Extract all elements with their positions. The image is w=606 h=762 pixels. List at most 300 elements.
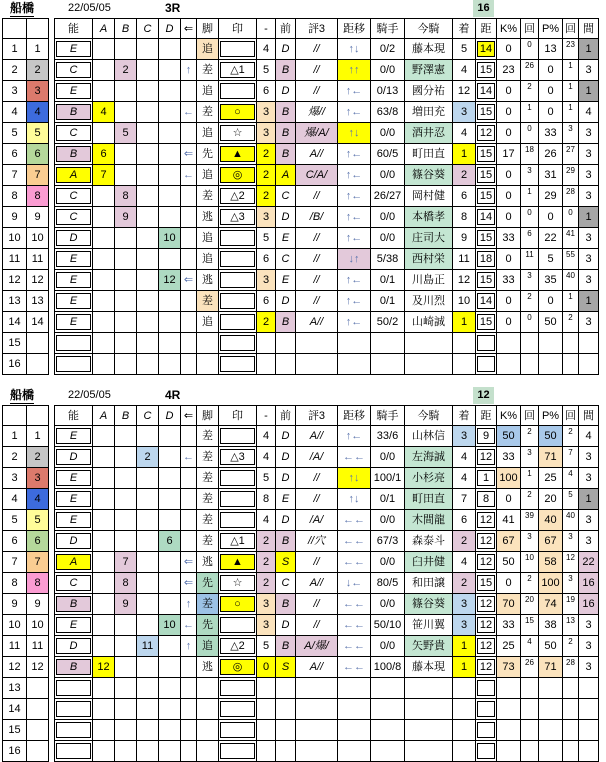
cell-k-pct: 25: [497, 636, 521, 657]
cell-col-a: [93, 186, 115, 207]
cell-k-count: 10: [521, 552, 539, 573]
cell-arrow: [181, 207, 197, 228]
cell-k-count: 2: [521, 489, 539, 510]
cell-prev: B: [276, 636, 296, 657]
cell-dash: 5: [257, 636, 276, 657]
cell-p-pct: 0: [539, 81, 563, 102]
cell-p-pct: 22: [539, 228, 563, 249]
cell-col-a: [93, 489, 115, 510]
cell-prev: A: [276, 165, 296, 186]
cell-p-count: 40: [563, 270, 579, 291]
cell-leg-style: 追: [197, 312, 219, 333]
cell-prev: B: [276, 312, 296, 333]
cell-k-pct: [497, 699, 521, 720]
cell-ability: D: [55, 636, 93, 657]
cell-mark: [219, 333, 257, 354]
cell-dist: 12: [476, 447, 497, 468]
cell-today-jockey: [405, 699, 453, 720]
cell-dist: 12: [476, 531, 497, 552]
cell-leg-style: [197, 678, 219, 699]
cell-p-count: 2: [563, 312, 579, 333]
cell-mark: [219, 249, 257, 270]
table-row: [3, 573, 599, 594]
cell-mark: △3: [219, 447, 257, 468]
cell-k-pct: [497, 333, 521, 354]
cell-horse-number: 5: [27, 510, 49, 531]
cell-prev: [276, 720, 296, 741]
cell-jockey: 33/6: [371, 426, 405, 447]
cell-dist: 14: [476, 291, 497, 312]
cell-interval: 22: [579, 552, 599, 573]
cell-leg-style: 差: [197, 594, 219, 615]
col-header-eval3: 評3: [296, 406, 338, 426]
cell-jockey: [371, 741, 405, 762]
cell-jockey: 0/0: [371, 207, 405, 228]
cell-p-count: 1: [563, 60, 579, 81]
cell-p-count: 55: [563, 249, 579, 270]
col-header-dash: -: [257, 19, 276, 39]
cell-prev: C: [276, 573, 296, 594]
cell-ability: E: [55, 426, 93, 447]
cell-p-pct: 25: [539, 468, 563, 489]
cell-today-jockey: 森泰斗: [405, 531, 453, 552]
cell-col-c: [137, 354, 159, 375]
cell-today-jockey: 篠谷葵: [405, 594, 453, 615]
cell-ability: A: [55, 165, 93, 186]
cell-dist: 15: [476, 228, 497, 249]
cell-col-d: [159, 123, 181, 144]
cell-k-count: 3: [521, 447, 539, 468]
cell-k-count: 0: [521, 312, 539, 333]
cell-k-count: 15: [521, 615, 539, 636]
col-header-finish: 着: [453, 406, 476, 426]
cell-k-pct: 17: [497, 144, 521, 165]
cell-today-jockey: 増田充: [405, 102, 453, 123]
cell-dist: 15: [476, 186, 497, 207]
cell-ability: E: [55, 249, 93, 270]
cell-dist-move: ↓←: [338, 573, 371, 594]
cell-jockey: 0/0: [371, 636, 405, 657]
cell-mark: [219, 489, 257, 510]
cell-leg-style: 追: [197, 81, 219, 102]
table-row: [3, 594, 599, 615]
cell-k-count: 18: [521, 144, 539, 165]
cell-dist-move: ←←: [338, 447, 371, 468]
cell-dist: 15: [476, 102, 497, 123]
cell-col-c: 2: [137, 447, 159, 468]
cell-jockey: 0/0: [371, 552, 405, 573]
cell-row-number: 10: [3, 228, 27, 249]
cell-ability: E: [55, 291, 93, 312]
cell-col-a: [93, 447, 115, 468]
cell-finish: 10: [453, 291, 476, 312]
cell-mark: △3: [219, 207, 257, 228]
cell-row-number: 7: [3, 552, 27, 573]
cell-col-b: [115, 447, 137, 468]
cell-p-pct: 38: [539, 615, 563, 636]
table-row: [3, 531, 599, 552]
cell-p-pct: 33: [539, 123, 563, 144]
cell-k-pct: 33: [497, 270, 521, 291]
cell-mark: [219, 741, 257, 762]
cell-col-b: [115, 249, 137, 270]
cell-col-a: 12: [93, 657, 115, 678]
cell-p-count: 4: [563, 468, 579, 489]
cell-jockey: [371, 699, 405, 720]
cell-k-count: 2: [521, 426, 539, 447]
cell-jockey: 0/1: [371, 489, 405, 510]
cell-col-b: [115, 312, 137, 333]
table-row: [3, 699, 599, 720]
cell-col-c: [137, 228, 159, 249]
table-row: [3, 657, 599, 678]
cell-dist: 1: [476, 468, 497, 489]
col-header-jockey: 騎手: [371, 406, 405, 426]
cell-interval: 4: [579, 426, 599, 447]
col-header-col-b: B: [115, 406, 137, 426]
cell-k-pct: 0: [497, 207, 521, 228]
cell-k-count: 2: [521, 291, 539, 312]
cell-eval3: /A/: [296, 510, 338, 531]
cell-ability: D: [55, 531, 93, 552]
cell-p-pct: [539, 678, 563, 699]
cell-dist-move: ↑←: [338, 312, 371, 333]
col-header-mark: 印: [219, 19, 257, 39]
cell-ability: B: [55, 657, 93, 678]
col-header-dist: 距: [476, 19, 497, 39]
cell-dash: 3: [257, 270, 276, 291]
cell-k-pct: 0: [497, 291, 521, 312]
cell-k-pct: 23: [497, 60, 521, 81]
cell-col-b: 9: [115, 207, 137, 228]
cell-k-count: 1: [521, 102, 539, 123]
cell-dist-move: ↑↓: [338, 39, 371, 60]
cell-p-pct: 74: [539, 594, 563, 615]
cell-row-number: 4: [3, 102, 27, 123]
table-row: [3, 489, 599, 510]
cell-eval3: //: [296, 39, 338, 60]
cell-arrow: [181, 468, 197, 489]
cell-dist-move: ↑←: [338, 81, 371, 102]
cell-p-count: 3: [563, 531, 579, 552]
cell-interval: 16: [579, 594, 599, 615]
cell-mark: ▲: [219, 144, 257, 165]
cell-arrow: ⇐: [181, 552, 197, 573]
cell-col-d: [159, 552, 181, 573]
cell-arrow: [181, 678, 197, 699]
cell-k-count: [521, 720, 539, 741]
cell-horse-number: 10: [27, 228, 49, 249]
cell-finish: 3: [453, 426, 476, 447]
cell-eval3: [296, 720, 338, 741]
table-row: [3, 720, 599, 741]
cell-dist-move: [338, 741, 371, 762]
cell-leg-style: 追: [197, 636, 219, 657]
cell-col-a: 7: [93, 165, 115, 186]
cell-row-number: 1: [3, 426, 27, 447]
cell-row-number: 10: [3, 615, 27, 636]
cell-p-count: 1: [563, 102, 579, 123]
cell-col-c: [137, 741, 159, 762]
cell-finish: 6: [453, 186, 476, 207]
cell-mark: ◎: [219, 165, 257, 186]
cell-arrow: ↑: [181, 636, 197, 657]
cell-col-c: [137, 552, 159, 573]
col-header-dash: -: [257, 406, 276, 426]
cell-prev: D: [276, 426, 296, 447]
cell-col-d: [159, 249, 181, 270]
cell-col-c: [137, 699, 159, 720]
cell-finish: 12: [453, 270, 476, 291]
cell-today-jockey: 木間龍: [405, 510, 453, 531]
cell-dist-move: ←←: [338, 552, 371, 573]
cell-interval: 3: [579, 312, 599, 333]
cell-row-number: 6: [3, 144, 27, 165]
cell-mark: [219, 81, 257, 102]
header-row: [3, 19, 599, 39]
cell-col-d: [159, 510, 181, 531]
cell-jockey: 0/0: [371, 447, 405, 468]
cell-jockey: 63/8: [371, 102, 405, 123]
cell-k-count: 0: [521, 123, 539, 144]
race-number: 4R: [165, 388, 181, 402]
cell-row-number: 12: [3, 270, 27, 291]
cell-finish: 7: [453, 489, 476, 510]
cell-eval3: /B/: [296, 207, 338, 228]
cell-p-pct: 71: [539, 447, 563, 468]
cell-mark: [219, 699, 257, 720]
cell-horse-number: [27, 720, 49, 741]
cell-prev: D: [276, 615, 296, 636]
cell-p-count: 0: [563, 207, 579, 228]
cell-col-d: [159, 60, 181, 81]
cell-col-c: [137, 678, 159, 699]
cell-dash: 4: [257, 426, 276, 447]
cell-col-d: [159, 291, 181, 312]
cell-col-b: [115, 678, 137, 699]
cell-p-count: 3: [563, 573, 579, 594]
cell-arrow: ⇐: [181, 573, 197, 594]
cell-prev: [276, 354, 296, 375]
col-header-interval: 間: [579, 19, 599, 39]
cell-dist-move: ↑←: [338, 270, 371, 291]
cell-interval: 1: [579, 291, 599, 312]
race-grid: [2, 18, 599, 375]
cell-col-b: [115, 720, 137, 741]
cell-dash: 5: [257, 468, 276, 489]
cell-dist-move: ↑←: [338, 426, 371, 447]
table-row: [3, 615, 599, 636]
cell-k-count: 20: [521, 594, 539, 615]
cell-dist: 12: [476, 510, 497, 531]
cell-dist: [476, 720, 497, 741]
cell-p-pct: [539, 699, 563, 720]
table-row: [3, 81, 599, 102]
cell-dash: 2: [257, 186, 276, 207]
cell-mark: ○: [219, 594, 257, 615]
cell-dist: [476, 333, 497, 354]
cell-finish: 2: [453, 573, 476, 594]
cell-col-a: [93, 60, 115, 81]
cell-col-b: [115, 426, 137, 447]
cell-k-count: [521, 741, 539, 762]
cell-mark: [219, 678, 257, 699]
cell-row-number: 8: [3, 573, 27, 594]
cell-arrow: [181, 510, 197, 531]
cell-horse-number: [27, 741, 49, 762]
cell-col-a: [93, 615, 115, 636]
cell-col-b: [115, 636, 137, 657]
cell-arrow: [181, 312, 197, 333]
col-header-col-d: D: [159, 19, 181, 39]
cell-dash: 5: [257, 228, 276, 249]
col-header-horse-number: [27, 406, 49, 426]
cell-horse-number: [27, 354, 49, 375]
cell-mark: △2: [219, 186, 257, 207]
cell-p-count: [563, 741, 579, 762]
cell-col-c: [137, 81, 159, 102]
cell-arrow: [181, 291, 197, 312]
cell-p-pct: 35: [539, 270, 563, 291]
cell-dash: 2: [257, 552, 276, 573]
cell-jockey: 80/5: [371, 573, 405, 594]
cell-prev: [276, 699, 296, 720]
cell-p-count: 7: [563, 447, 579, 468]
cell-dash: 2: [257, 312, 276, 333]
cell-col-d: [159, 594, 181, 615]
cell-jockey: 5/38: [371, 249, 405, 270]
cell-eval3: //: [296, 60, 338, 81]
cell-jockey: 0/0: [371, 123, 405, 144]
cell-interval: 1: [579, 81, 599, 102]
cell-col-b: 9: [115, 594, 137, 615]
col-header-today-jockey: 今騎: [405, 406, 453, 426]
cell-mark: ☆: [219, 123, 257, 144]
cell-col-a: [93, 531, 115, 552]
cell-arrow: [181, 657, 197, 678]
cell-prev: C: [276, 186, 296, 207]
cell-row-number: 16: [3, 354, 27, 375]
cell-col-c: [137, 270, 159, 291]
cell-dist: 14: [476, 207, 497, 228]
cell-arrow: [181, 426, 197, 447]
cell-leg-style: 差: [197, 447, 219, 468]
cell-p-pct: 40: [539, 510, 563, 531]
cell-col-d: [159, 39, 181, 60]
cell-arrow: [181, 699, 197, 720]
cell-p-pct: 71: [539, 657, 563, 678]
cell-k-pct: 0: [497, 102, 521, 123]
cell-interval: 3: [579, 144, 599, 165]
race-section-4r: [2, 387, 606, 762]
cell-k-pct: 41: [497, 510, 521, 531]
cell-arrow: [181, 186, 197, 207]
cell-col-a: [93, 573, 115, 594]
cell-leg-style: 差: [197, 426, 219, 447]
cell-eval3: //: [296, 81, 338, 102]
cell-ability: C: [55, 573, 93, 594]
cell-row-number: 13: [3, 678, 27, 699]
cell-col-c: 11: [137, 636, 159, 657]
cell-finish: [453, 699, 476, 720]
cell-row-number: 13: [3, 291, 27, 312]
cell-horse-number: 2: [27, 447, 49, 468]
cell-col-b: [115, 228, 137, 249]
cell-col-c: [137, 291, 159, 312]
cell-interval: [579, 720, 599, 741]
cell-eval3: //: [296, 489, 338, 510]
cell-ability: [55, 354, 93, 375]
cell-today-jockey: [405, 720, 453, 741]
cell-dist-move: ↑↓: [338, 489, 371, 510]
cell-dash: [257, 333, 276, 354]
cell-prev: B: [276, 531, 296, 552]
cell-col-b: [115, 81, 137, 102]
cell-k-count: 26: [521, 60, 539, 81]
cell-ability: E: [55, 270, 93, 291]
cell-p-count: 5: [563, 489, 579, 510]
cell-dist: 8: [476, 489, 497, 510]
cell-p-count: 40: [563, 510, 579, 531]
cell-interval: 16: [579, 573, 599, 594]
cell-k-pct: 50: [497, 426, 521, 447]
cell-arrow: ←: [181, 165, 197, 186]
cell-interval: 3: [579, 636, 599, 657]
cell-finish: 1: [453, 144, 476, 165]
cell-prev: D: [276, 81, 296, 102]
cell-jockey: 0/0: [371, 510, 405, 531]
cell-dash: 3: [257, 123, 276, 144]
track-name: 船橋: [10, 388, 35, 402]
cell-horse-number: 1: [27, 426, 49, 447]
table-row: [3, 636, 599, 657]
cell-k-count: [521, 333, 539, 354]
cell-row-number: 9: [3, 207, 27, 228]
cell-col-c: [137, 312, 159, 333]
cell-today-jockey: 國分祐: [405, 81, 453, 102]
cell-k-count: [521, 699, 539, 720]
cell-k-count: 1: [521, 468, 539, 489]
cell-col-b: 5: [115, 123, 137, 144]
cell-finish: 4: [453, 468, 476, 489]
cell-col-a: [93, 720, 115, 741]
cell-finish: [453, 741, 476, 762]
cell-finish: [453, 333, 476, 354]
cell-eval3: [296, 678, 338, 699]
cell-p-pct: [539, 333, 563, 354]
cell-arrow: [181, 531, 197, 552]
cell-dash: 0: [257, 657, 276, 678]
cell-today-jockey: 庄司大: [405, 228, 453, 249]
cell-p-pct: [539, 354, 563, 375]
cell-dist: 9: [476, 426, 497, 447]
cell-horse-number: 4: [27, 489, 49, 510]
cell-ability: E: [55, 39, 93, 60]
cell-dist-move: ↑↑: [338, 60, 371, 81]
cell-k-count: 0: [521, 207, 539, 228]
cell-leg-style: [197, 333, 219, 354]
cell-mark: [219, 510, 257, 531]
cell-col-d: [159, 489, 181, 510]
cell-col-a: 6: [93, 144, 115, 165]
cell-horse-number: 1: [27, 39, 49, 60]
cell-leg-style: 差: [197, 489, 219, 510]
col-header-prev: 前: [276, 19, 296, 39]
cell-col-d: [159, 636, 181, 657]
cell-horse-number: 10: [27, 615, 49, 636]
cell-prev: E: [276, 228, 296, 249]
cell-today-jockey: [405, 678, 453, 699]
